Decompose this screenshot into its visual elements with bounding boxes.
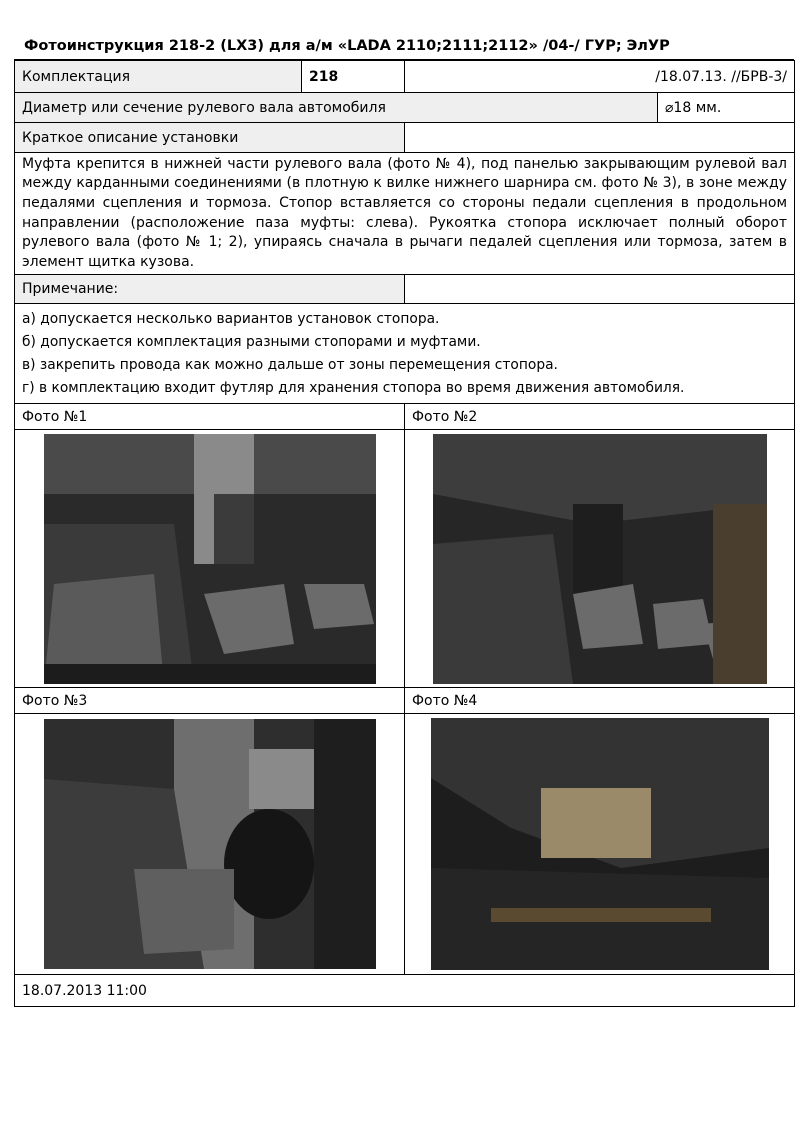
notes-list xyxy=(15,304,795,404)
diameter-value: ⌀18 мм. xyxy=(658,93,795,123)
photo-1-cell xyxy=(15,430,405,688)
description-label-row xyxy=(15,123,795,153)
description-label: Краткое описание установки xyxy=(15,123,405,153)
photo-4-cell xyxy=(405,714,795,975)
notes-label-empty xyxy=(405,275,795,304)
instruction-table xyxy=(14,60,795,1007)
photo-2-label: Фото №2 xyxy=(405,404,795,430)
notes-label: Примечание: xyxy=(15,275,405,304)
kit-label: Комплектация xyxy=(15,61,302,93)
date-code: /18.07.13. //БРВ-3/ xyxy=(405,61,795,93)
photo-1-label: Фото №1 xyxy=(15,404,405,430)
photo-4-image xyxy=(431,718,769,970)
note-item: б) допускается комплектация разными стопорами и муфтами. xyxy=(22,333,481,350)
kit-row xyxy=(15,61,795,93)
photos-row-1 xyxy=(15,430,795,688)
footer-timestamp: 18.07.2013 11:00 xyxy=(15,975,795,1007)
photo-4-label: Фото №4 xyxy=(405,688,795,714)
note-item: в) закрепить провода как можно дальше от зоны перемещения стопора. xyxy=(22,356,558,373)
diameter-label: Диаметр или сечение рулевого вала автомобиля xyxy=(15,93,658,123)
photo-1-image xyxy=(44,434,376,684)
kit-value: 218 xyxy=(302,61,405,93)
footer-row xyxy=(15,975,795,1007)
photo-labels-row-2 xyxy=(15,688,795,714)
note-item: г) в комплектацию входит футляр для хранения стопора во время движения автомобиля. xyxy=(22,379,685,396)
description-row xyxy=(15,153,795,275)
description-text: Муфта крепится в нижней части рулевого вала (фото № 4), под панелью закрывающим рулевой вал между карданными соединениями (в плотную к вилке нижнего шарнира см. фото № 3), в зоне между педалями сцепления и тормоза. Стопор вставляется со стороны педали сцепления в продольном направлении (расположение паза муфты: слева). Рукоятка стопора исключает полный оборот рулевого вала (фото № 1; 2), упираясь сначала в рычаги педалей сцепления или тормоза, затем в элемент щитка кузова. xyxy=(15,153,795,275)
photo-3-cell xyxy=(15,714,405,975)
description-label-empty xyxy=(405,123,795,153)
photo-3-image xyxy=(44,719,376,969)
photo-2-cell xyxy=(405,430,795,688)
notes-label-row xyxy=(15,275,795,304)
photos-row-2 xyxy=(15,714,795,975)
photo-2-image xyxy=(433,434,767,684)
photo-labels-row-1 xyxy=(15,404,795,430)
document-title: Фотоинструкция 218-2 (LX3) для а/м «LADA 2110;2111;2112» /04-/ ГУР; ЭлУР xyxy=(24,38,670,54)
note-item: а) допускается несколько вариантов установок стопора. xyxy=(22,310,440,327)
notes-row xyxy=(15,304,795,404)
diameter-row xyxy=(15,93,795,123)
photo-3-label: Фото №3 xyxy=(15,688,405,714)
